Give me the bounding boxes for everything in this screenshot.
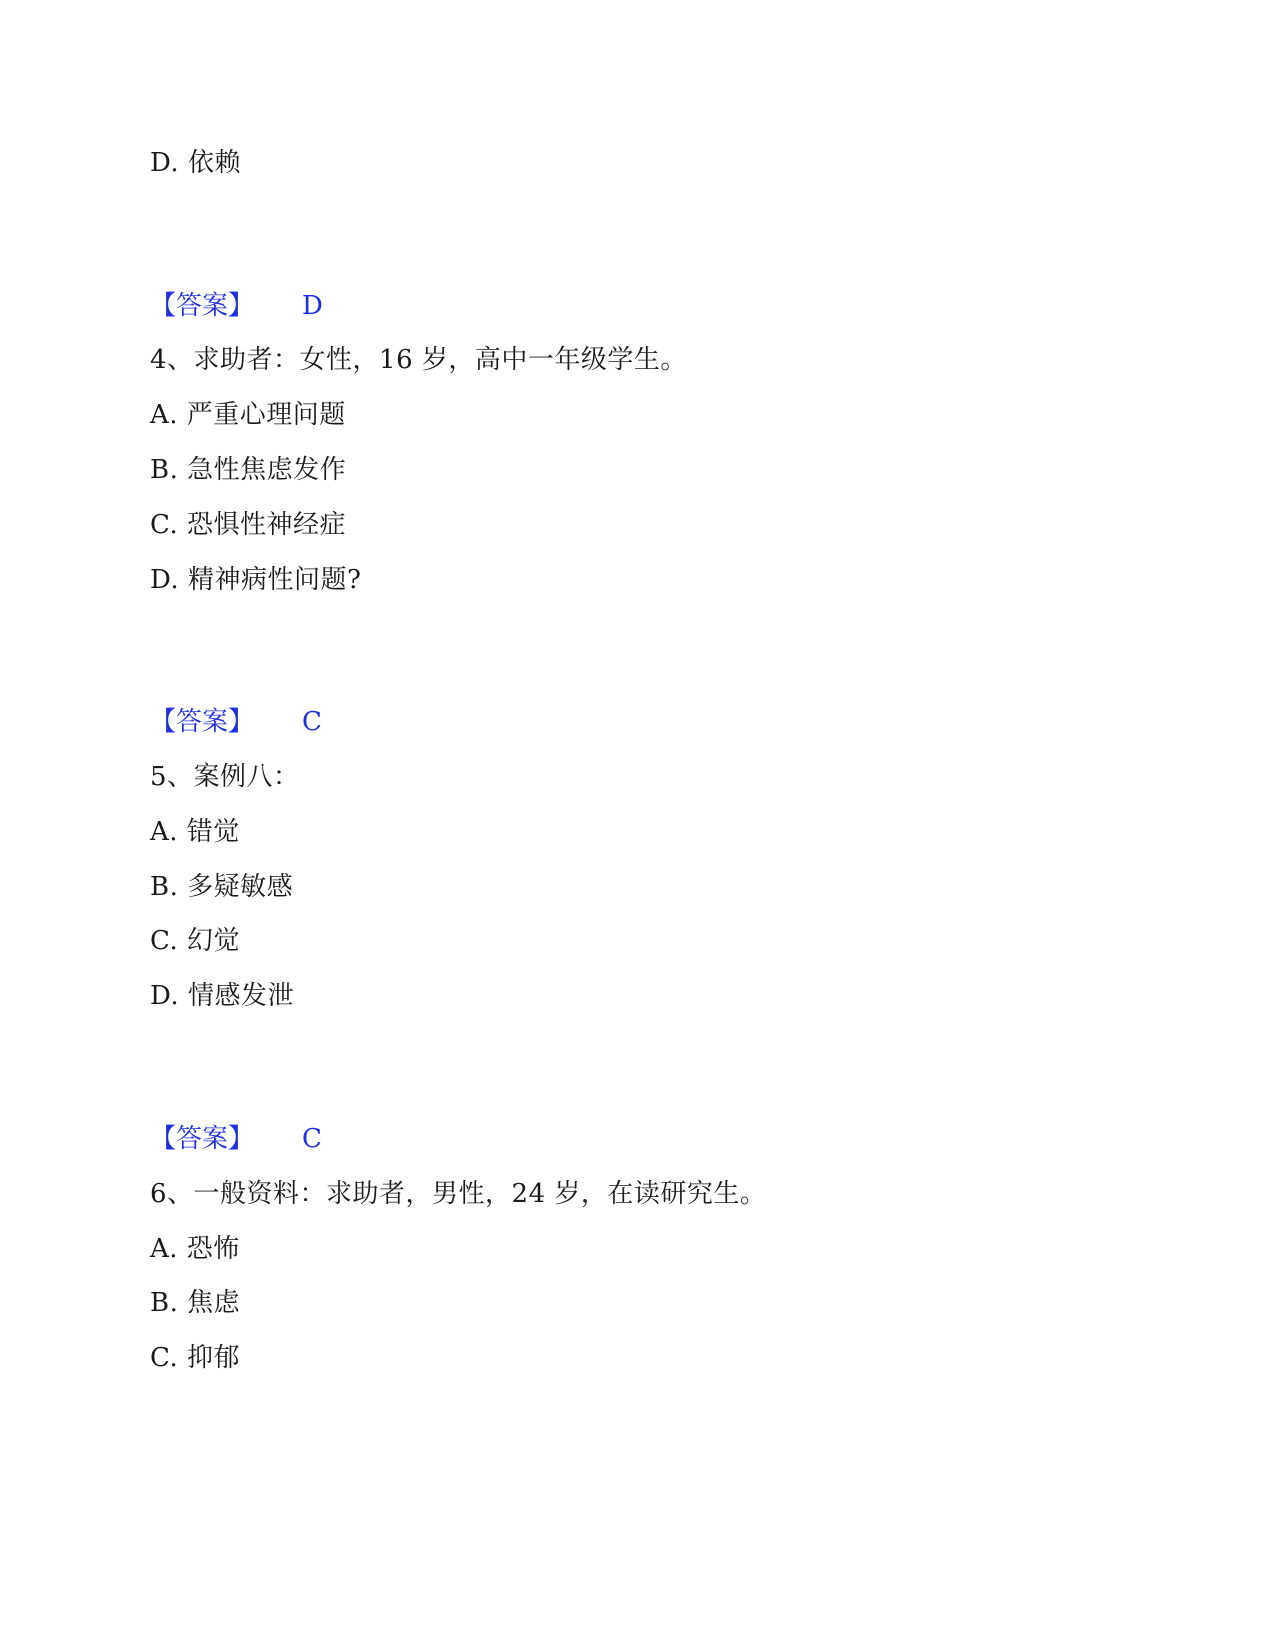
option-c-q5: C. 幻觉 xyxy=(150,926,240,956)
option-d-q4: D. 精神病性问题? xyxy=(150,565,362,595)
answer-value: D xyxy=(302,291,323,321)
option-c-q6: C. 抑郁 xyxy=(150,1343,240,1373)
answer-value: C xyxy=(302,1124,322,1154)
answer-label: 【答案】 xyxy=(150,707,255,737)
answer-q5 xyxy=(150,1122,322,1156)
question-4-stem: 4、求助者：女性，16 岁，高中一年级学生。 xyxy=(150,345,687,375)
question-6-stem: 6、一般资料：求助者，男性，24 岁，在读研究生。 xyxy=(150,1179,767,1209)
option-b-q4: B. 急性焦虑发作 xyxy=(150,455,347,485)
answer-label: 【答案】 xyxy=(150,291,255,321)
answer-value: C xyxy=(302,707,322,737)
option-b-q5: B. 多疑敏感 xyxy=(150,872,294,902)
question-5-stem: 5、案例八： xyxy=(150,762,300,792)
option-a-q4: A. 严重心理问题 xyxy=(150,400,346,430)
option-d-q5: D. 情感发泄 xyxy=(150,981,294,1011)
option-d-q3: D. 依赖 xyxy=(150,148,241,178)
option-b-q6: B. 焦虑 xyxy=(150,1288,241,1318)
option-a-q5: A. 错觉 xyxy=(150,817,240,847)
option-c-q4: C. 恐惧性神经症 xyxy=(150,510,346,540)
option-a-q6: A. 恐怖 xyxy=(150,1234,240,1264)
answer-q3 xyxy=(150,289,323,323)
answer-label: 【答案】 xyxy=(150,1124,255,1154)
answer-q4 xyxy=(150,705,322,739)
